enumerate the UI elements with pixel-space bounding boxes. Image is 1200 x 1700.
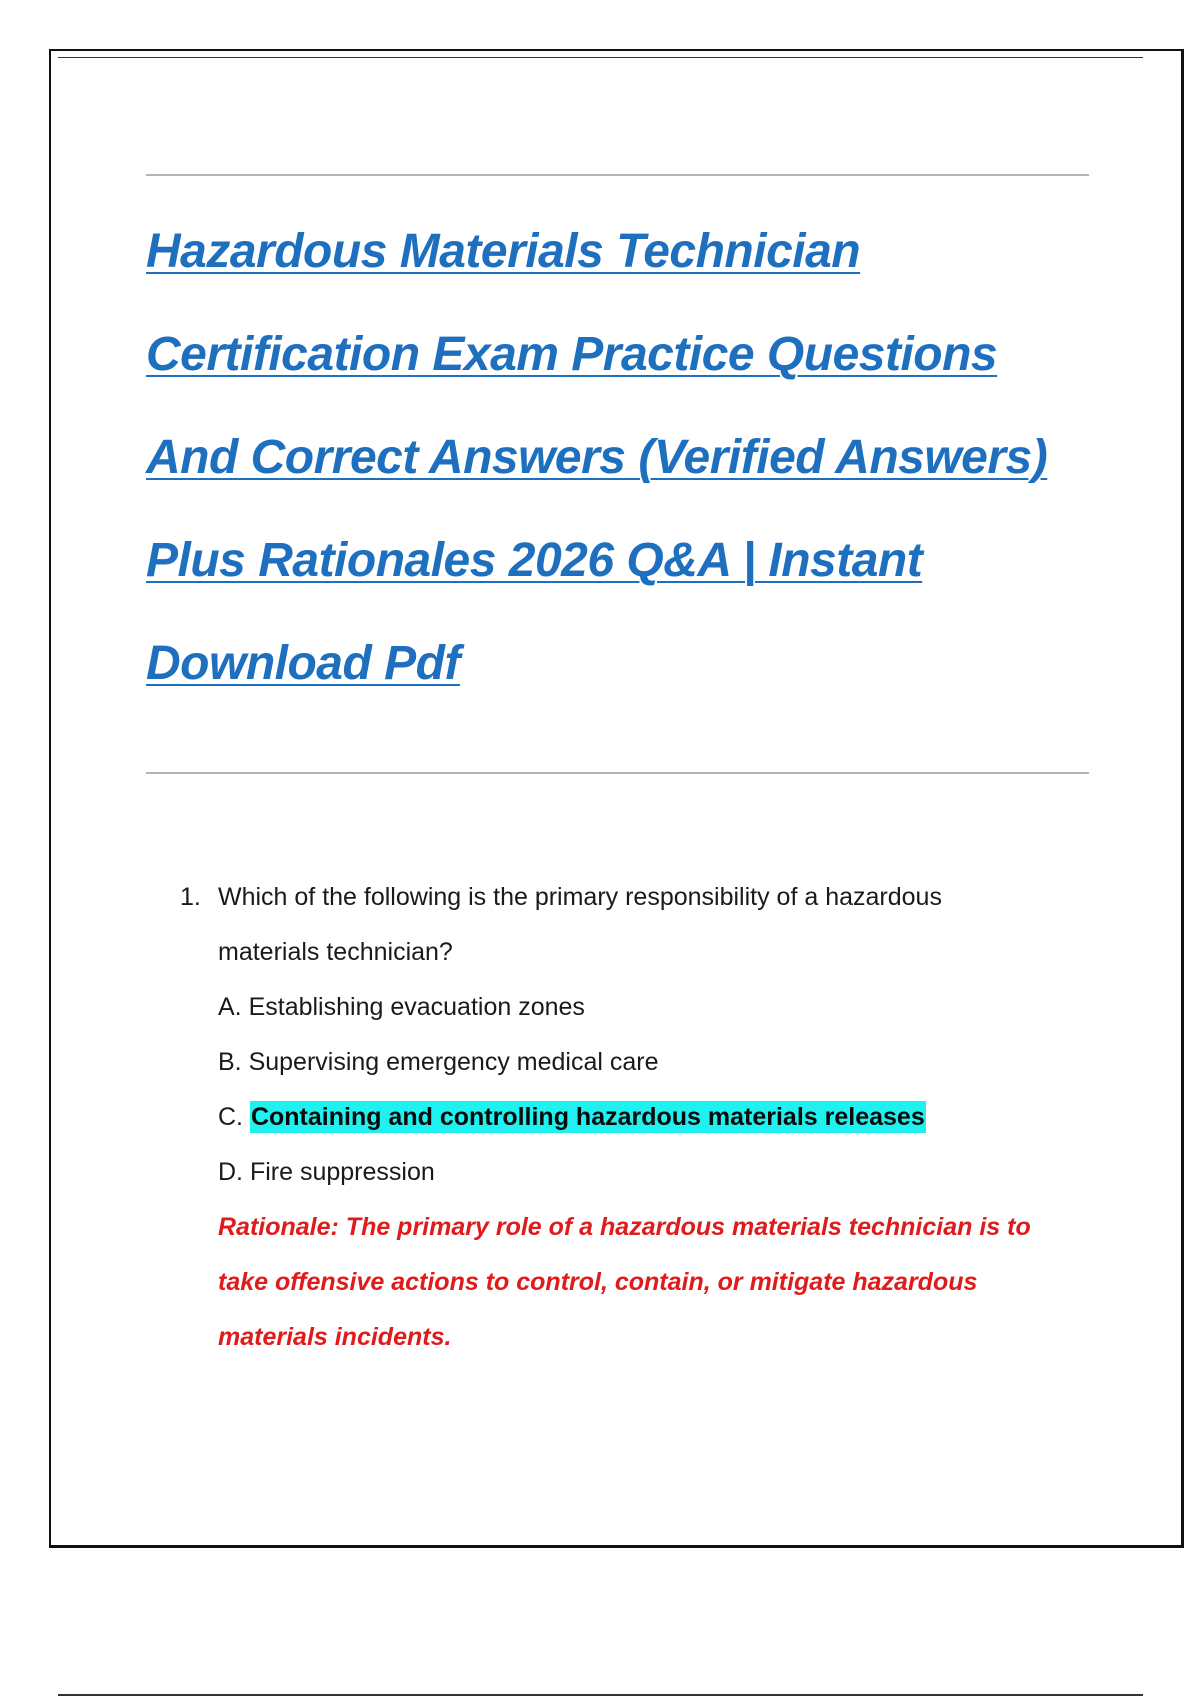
option-text: Establishing evacuation zones <box>248 993 585 1021</box>
option-d <box>180 1145 1100 1200</box>
option-b <box>180 1035 1100 1090</box>
option-text: Fire suppression <box>249 1158 435 1186</box>
option-a <box>180 980 1100 1035</box>
option-text: Supervising emergency medical care <box>248 1048 659 1076</box>
question-text-line-1: Which of the following is the primary responsibility of a hazardous <box>218 883 942 911</box>
option-c <box>180 1090 1100 1145</box>
title-line-2: Certification Exam Practice Questions <box>146 328 998 381</box>
question-1 <box>180 870 1100 1365</box>
title-line-3: And Correct Answers (Verified Answers) <box>146 431 1048 484</box>
rationale-line-2: take offensive actions to control, contain, or mitigate hazardous <box>218 1268 978 1296</box>
correct-answer-highlight: Containing and controlling hazardous materials releases <box>250 1103 925 1131</box>
title-line-1: Hazardous Materials Technician <box>146 225 861 278</box>
title-bottom-divider <box>146 772 1089 774</box>
rationale-line-1: Rationale: The primary role of a hazardous materials technician is to <box>218 1213 1031 1241</box>
question-number: 1. <box>180 883 201 911</box>
title-line-4: Plus Rationales 2026 Q&A | Instant <box>146 534 923 587</box>
next-page-top-border <box>58 1694 1143 1696</box>
question-text <box>180 870 1100 925</box>
option-letter: A. <box>218 993 242 1021</box>
title-top-divider <box>146 174 1089 176</box>
title-line-5: Download Pdf <box>146 637 460 690</box>
rationale-line-3: materials incidents. <box>218 1323 452 1351</box>
page-border-inner-line <box>58 57 1143 58</box>
option-letter: B. <box>218 1048 242 1076</box>
document-title <box>146 200 1106 715</box>
question-text-line-2: materials technician? <box>218 938 453 966</box>
option-letter: C. <box>218 1103 243 1131</box>
option-letter: D. <box>218 1158 243 1186</box>
